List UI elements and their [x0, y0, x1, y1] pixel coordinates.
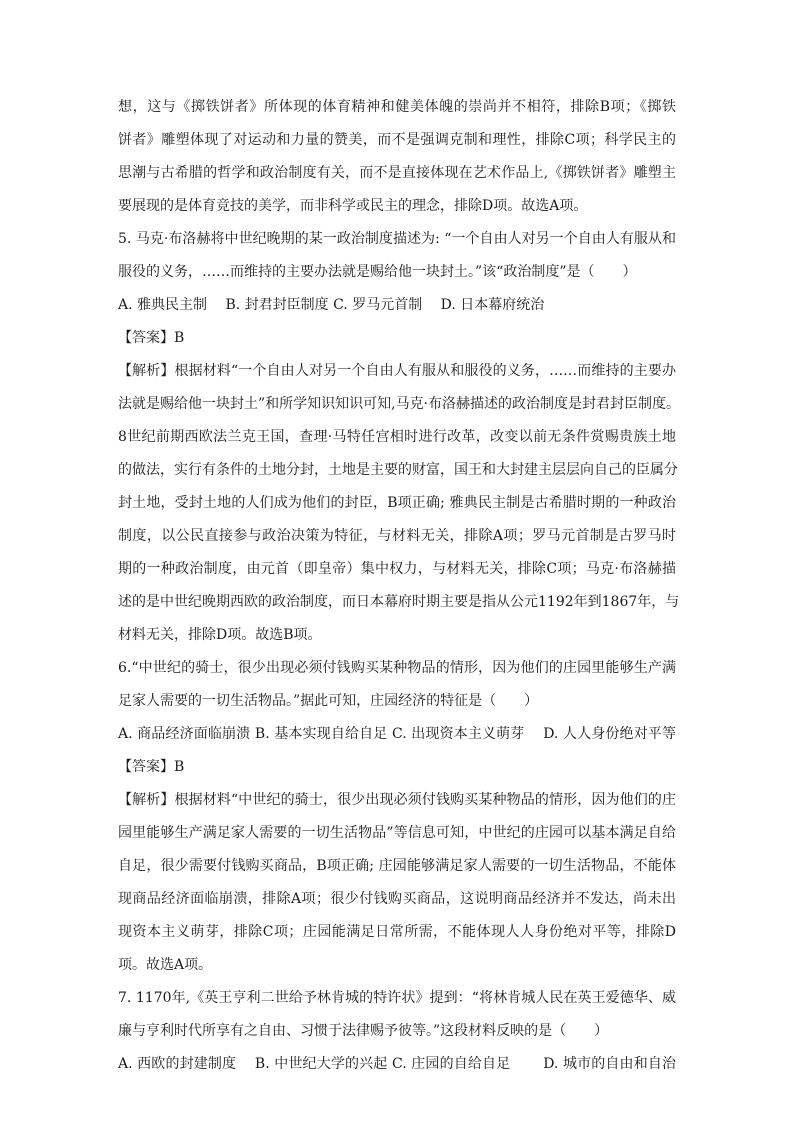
- question-5-analysis: 制度，以公民直接参与政治决策为特征，与材料无关，排除A项；罗马元首制是古罗马时: [118, 528, 676, 544]
- question-7-stem: 7. 1170年,《英王亨利二世给予林肯城的特许状》提到：“将林肯城人民在英王爱德华、威: [118, 990, 676, 1006]
- question-6-options: A. 商品经济面临崩溃 B. 基本实现自给自足 C. 出现资本主义萌芽 D. 人人身份绝对平等: [118, 726, 676, 742]
- text-line: 饼者》雕塑体现了对运动和力量的赞美，而不是强调克制和理性，排除C项；科学民主的: [118, 132, 676, 148]
- question-6-answer: 【答案】B: [118, 759, 185, 775]
- question-5-analysis: 述的是中世纪晚期西欧的政治制度，而日本幕府时期主要是指从公元1192年到1867年，与: [118, 594, 680, 610]
- question-6-analysis: 园里能够生产满足家人需要的一切生活物品”等信息可知，中世纪的庄园可以基本满足自给: [118, 825, 676, 841]
- text-line: 思潮与古希腊的哲学和政治制度有关，而不是直接体现在艺术作品上,《掷铁饼者》雕塑主: [118, 165, 676, 181]
- question-5-analysis: 法就是赐给他一块封土”和所学知识知识可知,马克·布洛赫描述的政治制度是封君封臣制度。: [118, 396, 681, 412]
- question-7-options: A. 西欧的封建制度 B. 中世纪大学的兴起 C. 庄园的自给自足 D. 城市的自由和自治: [118, 1056, 676, 1072]
- question-6-analysis: 自足，很少需要付钱购买商品，B项正确; 庄园能够满足家人需要的一切生活物品，不能体: [118, 858, 676, 874]
- question-6-stem: 6.“中世纪的骑士，很少出现必须付钱购买某种物品的情形，因为他们的庄园里能够生产满: [118, 660, 676, 676]
- question-6-analysis: 现商品经济面临崩溃，排除A项；很少付钱购买商品，这说明商品经济并不发达，尚未出: [118, 891, 676, 907]
- text-line: 要展现的是体育竞技的美学，而非科学或民主的理念，排除D项。故选A项。: [118, 198, 588, 214]
- question-5-analysis: 的做法，实行有条件的土地分封，土地是主要的财富，国王和大封建主层层向自己的臣属分: [118, 462, 678, 478]
- question-5-analysis: 【解析】根据材料“一个自由人对另一个自由人有服从和服役的义务，……而维持的主要办: [118, 363, 676, 379]
- question-6-analysis: 现资本主义萌芽，排除C项；庄园能满足日常所需，不能体现人人身份绝对平等，排除D: [118, 924, 676, 940]
- question-5-analysis: 8世纪前期西欧法兰克王国，查理·马特任宫相时进行改革，改变以前无条件赏赐贵族土地: [118, 429, 676, 445]
- question-5-options: A. 雅典民主制 B. 封君封臣制度 C. 罗马元首制 D. 日本幕府统治: [118, 297, 545, 313]
- question-5-answer: 【答案】B: [118, 330, 185, 346]
- question-6-stem: 足家人需要的一切生活物品。”据此可知，庄园经济的特征是（ ）: [118, 693, 539, 709]
- question-5-stem: 服役的义务，……而维持的主要办法就是赐给他一块封土。”该“政治制度”是（ ）: [118, 264, 637, 280]
- question-6-analysis: 【解析】根据材料“中世纪的骑士，很少出现必须付钱购买某种物品的情形，因为他们的庄: [118, 792, 676, 808]
- question-7-stem: 廉与亨利时代所享有之自由、习惯于法律赐予彼等。”这段材料反映的是（ ）: [118, 1023, 609, 1039]
- question-5-analysis: 封土地，受封土地的人们成为他们的封臣，B项正确; 雅典民主制是古希腊时期的一种政治: [118, 495, 676, 511]
- text-line: 想，这与《掷铁饼者》所体现的体育精神和健美体魄的崇尚并不相符，排除B项；《掷铁: [118, 99, 676, 115]
- question-5-analysis: 材料无关，排除D项。故选B项。: [118, 627, 322, 643]
- question-6-analysis: 项。故选A项。: [118, 957, 213, 973]
- question-5-stem: 5. 马克·布洛赫将中世纪晚期的某一政治制度描述为: “一个自由人对另一个自由人有服从和: [118, 231, 676, 247]
- question-5-analysis: 期的一种政治制度，由元首（即皇帝）集中权力，与材料无关，排除C项；马克·布洛赫描: [118, 561, 676, 577]
